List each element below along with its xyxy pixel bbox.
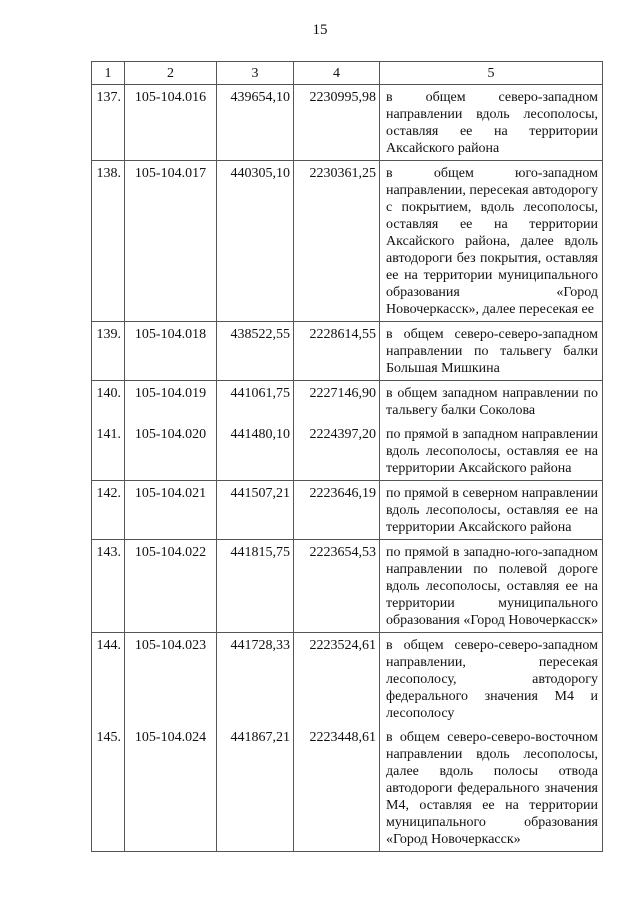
row-number: 141. [92, 422, 125, 481]
table-row [92, 422, 603, 481]
boundary-description: по прямой в западно-юго-западном направлении по полевой дороге вдоль лесополосы, оставляя ее на территории муниципального образования «Город Новочеркасск» [380, 540, 603, 633]
coordinate-x: 440305,10 [217, 161, 294, 322]
coordinate-y: 2223524,61 [294, 633, 380, 726]
point-code: 105-104.017 [125, 161, 217, 322]
column-header: 3 [217, 62, 294, 85]
coordinate-x: 441480,10 [217, 422, 294, 481]
row-number: 140. [92, 381, 125, 423]
row-number: 143. [92, 540, 125, 633]
column-header: 1 [92, 62, 125, 85]
table-row [92, 481, 603, 540]
row-number: 145. [92, 725, 125, 852]
point-code: 105-104.022 [125, 540, 217, 633]
coordinate-x: 441061,75 [217, 381, 294, 423]
boundary-points-table [91, 61, 603, 852]
table-row [92, 85, 603, 161]
point-code: 105-104.020 [125, 422, 217, 481]
coordinate-y: 2224397,20 [294, 422, 380, 481]
coordinate-y: 2223654,53 [294, 540, 380, 633]
boundary-description: в общем северо-западном направлении вдоль лесополосы, оставляя ее на территории Аксайского района [380, 85, 603, 161]
coordinate-x: 441815,75 [217, 540, 294, 633]
row-number: 142. [92, 481, 125, 540]
boundary-description: в общем северо-северо-западном направлении по тальвегу балки Большая Мишкина [380, 322, 603, 381]
table-row [92, 161, 603, 322]
table-header-row [92, 62, 603, 85]
coordinate-x: 441507,21 [217, 481, 294, 540]
row-number: 144. [92, 633, 125, 726]
row-number: 139. [92, 322, 125, 381]
column-header: 2 [125, 62, 217, 85]
point-code: 105-104.018 [125, 322, 217, 381]
table-row [92, 322, 603, 381]
point-code: 105-104.023 [125, 633, 217, 726]
page-number: 15 [312, 22, 328, 38]
table-row [92, 540, 603, 633]
coordinate-y: 2230995,98 [294, 85, 380, 161]
column-header: 4 [294, 62, 380, 85]
coordinate-x: 441728,33 [217, 633, 294, 726]
boundary-description: в общем юго-западном направлении, пересекая автодорогу с покрытием, вдоль лесополосы, оставляя ее на территории Аксайского района, далее вдоль автодороги без покрытия, оставляя ее на территории муниципального образования «Город Новочеркасск», далее пересекая ее [380, 161, 603, 322]
coordinate-x: 438522,55 [217, 322, 294, 381]
coordinate-y: 2230361,25 [294, 161, 380, 322]
table-row [92, 725, 603, 852]
table-row [92, 381, 603, 423]
boundary-description: в общем северо-северо-восточном направлении вдоль лесополосы, далее вдоль полосы отвода автодороги федерального значения М4, оставляя ее на территории муниципального образования «Город Новочеркасск» [380, 725, 603, 852]
coordinate-y: 2223646,19 [294, 481, 380, 540]
boundary-description: по прямой в западном направлении вдоль лесополосы, оставляя ее на территории Аксайского района [380, 422, 603, 481]
boundary-description: в общем западном направлении по тальвегу балки Соколова [380, 381, 603, 423]
coordinate-x: 441867,21 [217, 725, 294, 852]
coordinate-x: 439654,10 [217, 85, 294, 161]
column-header: 5 [380, 62, 603, 85]
coordinate-y: 2228614,55 [294, 322, 380, 381]
point-code: 105-104.019 [125, 381, 217, 423]
table-row [92, 633, 603, 726]
point-code: 105-104.024 [125, 725, 217, 852]
row-number: 137. [92, 85, 125, 161]
boundary-description: в общем северо-северо-западном направлении, пересекая лесополосу, автодорогу федерального значения М4 и лесополосу [380, 633, 603, 726]
row-number: 138. [92, 161, 125, 322]
coordinate-y: 2223448,61 [294, 725, 380, 852]
point-code: 105-104.016 [125, 85, 217, 161]
boundary-description: по прямой в северном направлении вдоль лесополосы, оставляя ее на территории Аксайского района [380, 481, 603, 540]
coordinate-y: 2227146,90 [294, 381, 380, 423]
point-code: 105-104.021 [125, 481, 217, 540]
